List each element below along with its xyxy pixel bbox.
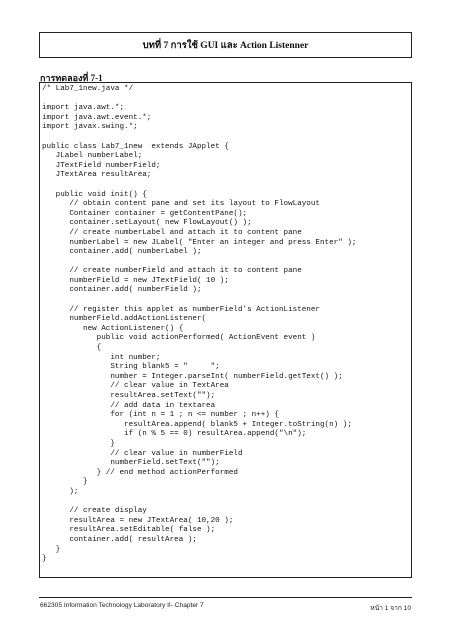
- code-line: public void init() {: [42, 190, 147, 199]
- code-line: [42, 95, 411, 105]
- code-line: numberField.addActionListener(: [42, 315, 207, 324]
- footer-course-label: 662305 Information Technology Laboratory II- Chapter 7: [40, 602, 204, 609]
- code-line: numberField.setText("");: [42, 459, 220, 468]
- code-line: );: [42, 487, 79, 496]
- code-line: import javax.swing.*;: [42, 123, 138, 132]
- code-line: resultArea.setText("");: [42, 392, 216, 400]
- code-line: String blank5 = " ";: [42, 363, 220, 372]
- code-line: // obtain content pane and set its layout to FlowLayout: [42, 200, 320, 209]
- code-line: resultArea.setEditable( false );: [42, 526, 216, 535]
- code-line: }: [42, 545, 61, 554]
- code-line: }: [42, 555, 47, 564]
- code-line: // clear value in TextArea: [42, 382, 229, 391]
- code-line: // create numberLabel and attach it to content pane: [42, 228, 302, 237]
- code-listing-box: [39, 82, 412, 578]
- code-line: public void actionPerformed( ActionEvent event ): [42, 334, 316, 343]
- code-line: [42, 181, 411, 191]
- code-line: // clear value in numberField: [42, 449, 243, 458]
- code-line: [42, 258, 411, 268]
- code-line: // register this applet as numberField’s ActionListener: [42, 305, 320, 314]
- code-line: public class Lab7_1new extends JApplet {: [42, 142, 229, 151]
- code-line: int number;: [42, 353, 161, 362]
- footer-divider: [39, 597, 412, 598]
- code-line: new ActionListener() {: [42, 324, 184, 333]
- chapter-title: บทที่ 7 การใช้ GUI และ Action Listenner: [142, 40, 309, 51]
- code-line: [42, 296, 411, 306]
- code-line: } // end method actionPerformed: [42, 468, 238, 477]
- code-line: resultArea.append( blank5 + Integer.toString(n) );: [42, 420, 352, 429]
- code-line: container.add( numberField );: [42, 286, 202, 295]
- code-line: [42, 133, 411, 143]
- code-line: JTextField numberField;: [42, 161, 161, 170]
- code-line: numberLabel = new JLabel( "Enter an integer and press Enter" );: [42, 238, 357, 247]
- code-line: }: [42, 478, 88, 487]
- code-listing: [40, 83, 411, 565]
- code-line: JTextArea resultArea;: [42, 171, 152, 180]
- code-line: {: [42, 344, 102, 353]
- code-line: numberField = new JTextField( 10 );: [42, 276, 229, 285]
- section-heading: การทดลองที่ 7-1: [40, 73, 103, 83]
- code-line: resultArea = new JTextArea( 10,20 );: [42, 516, 234, 525]
- code-line: import java.awt.*;: [42, 104, 125, 113]
- code-line: if (n % 5 == 0) resultArea.append("\n");: [42, 430, 307, 439]
- code-line: container.add( numberLabel );: [42, 248, 202, 257]
- code-line: /* Lab7_1new.java */: [42, 85, 134, 93]
- code-line: Container container = getContentPane();: [42, 209, 248, 218]
- code-line: // add data in textarea: [42, 401, 216, 410]
- code-line: number = Integer.parseInt( numberField.getText() );: [42, 372, 343, 381]
- chapter-title-box: [39, 32, 412, 58]
- code-line: // create numberField and attach it to content pane: [42, 267, 302, 276]
- code-line: // create display: [42, 507, 147, 516]
- code-line: [42, 498, 411, 508]
- code-line: }: [42, 439, 115, 448]
- footer-page-number: หน้า 1 จาก 10: [370, 605, 411, 612]
- code-line: container.add( resultArea );: [42, 535, 197, 544]
- code-line: for (int n = 1 ; n <= number ; n++) {: [42, 411, 279, 420]
- code-line: container.setLayout( new FlowLayout() );: [42, 219, 252, 228]
- code-line: JLabel numberLabel;: [42, 152, 143, 161]
- code-line: import java.awt.event.*;: [42, 113, 152, 122]
